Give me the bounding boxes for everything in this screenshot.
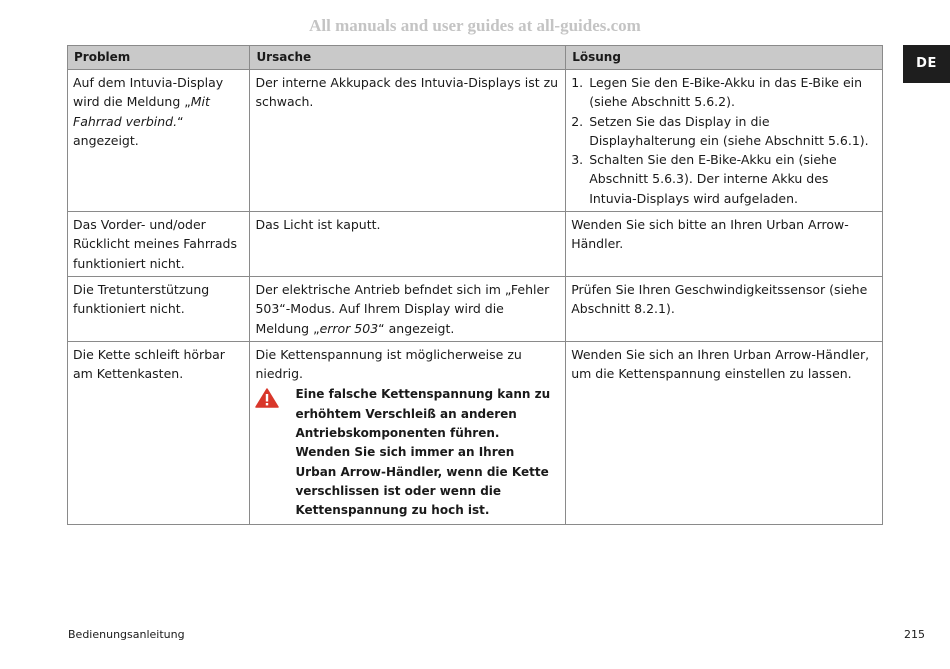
message-text: error 503 [319,320,379,336]
cause-cell: Der elektrische Antrieb befndet sich im „Fehler 503“-Modus. Auf Ihrem Display wird die Meldung „error 503“ angezeigt. [250,276,566,341]
table-row [68,276,883,341]
cause-cell [250,341,566,524]
problem-cell: Auf dem Intuvia-Display wird die Meldung „Mit Fahrrad verbind.“ angezeigt. [68,70,250,212]
solution-cell [566,70,883,212]
table-row [68,341,883,524]
solution-steps [571,73,877,208]
list-item: 2. Setzen Sie das Display in die Displayhalterung ein (siehe Abschnitt 5.6.1). [571,113,869,148]
cause-cell: Das Licht ist kaputt. [250,212,566,277]
solution-cell: Prüfen Sie Ihren Geschwindigkeitssensor (siehe Abschnitt 8.2.1). [566,276,883,341]
language-tab: DE [903,45,950,83]
message-text: Mit Fahrrad verbind. [73,94,210,129]
page-number: 215 [904,628,925,641]
header-cause: Ursache [250,46,566,70]
problem-cell: Die Kette schleift hörbar am Kettenkasten. [68,341,250,524]
header-solution: Lösung [566,46,883,70]
cause-text: Die Kettenspannung ist möglicherweise zu niedrig. [255,346,522,382]
problem-cell: Das Vorder- und/oder Rücklicht meines Fahrrads funktioniert nicht. [68,212,250,277]
problem-cell: Die Tretunterstützung funktioniert nicht. [68,276,250,341]
warning-block [255,385,560,520]
table-header-row [68,46,883,70]
troubleshooting-table [67,45,883,525]
solution-cell: Wenden Sie sich bitte an Ihren Urban Arrow-Händler. [566,212,883,277]
solution-cell: Wenden Sie sich an Ihren Urban Arrow-Händler, um die Kettenspannung einstellen zu lassen. [566,341,883,524]
list-item: 3. Schalten Sie den E-Bike-Akku ein (siehe Abschnitt 5.6.3). Der interne Akku des Intuvia-Displays wird aufgeladen. [571,152,837,206]
header-problem: Problem [68,46,250,70]
table-row [68,212,883,277]
warning-icon [255,385,295,520]
warning-text: Eine falsche Kettenspannung kann zu erhöhtem Verschleiß an anderen Antriebskomponenten führen. Wenden Sie sich immer an Ihren Urban Arrow-Händler, wenn die Kette verschlissen ist oder wenn die Kettenspannung zu hoch ist. [295,387,551,518]
list-item: 1. Legen Sie den E-Bike-Akku in das E-Bike ein (siehe Abschnitt 5.6.2). [571,75,863,110]
watermark: All manuals and user guides at all-guides.com [309,16,641,35]
table-row [68,70,883,212]
footer-document-title: Bedienungsanleitung [68,628,185,641]
cause-cell: Der interne Akkupack des Intuvia-Displays ist zu schwach. [250,70,566,212]
